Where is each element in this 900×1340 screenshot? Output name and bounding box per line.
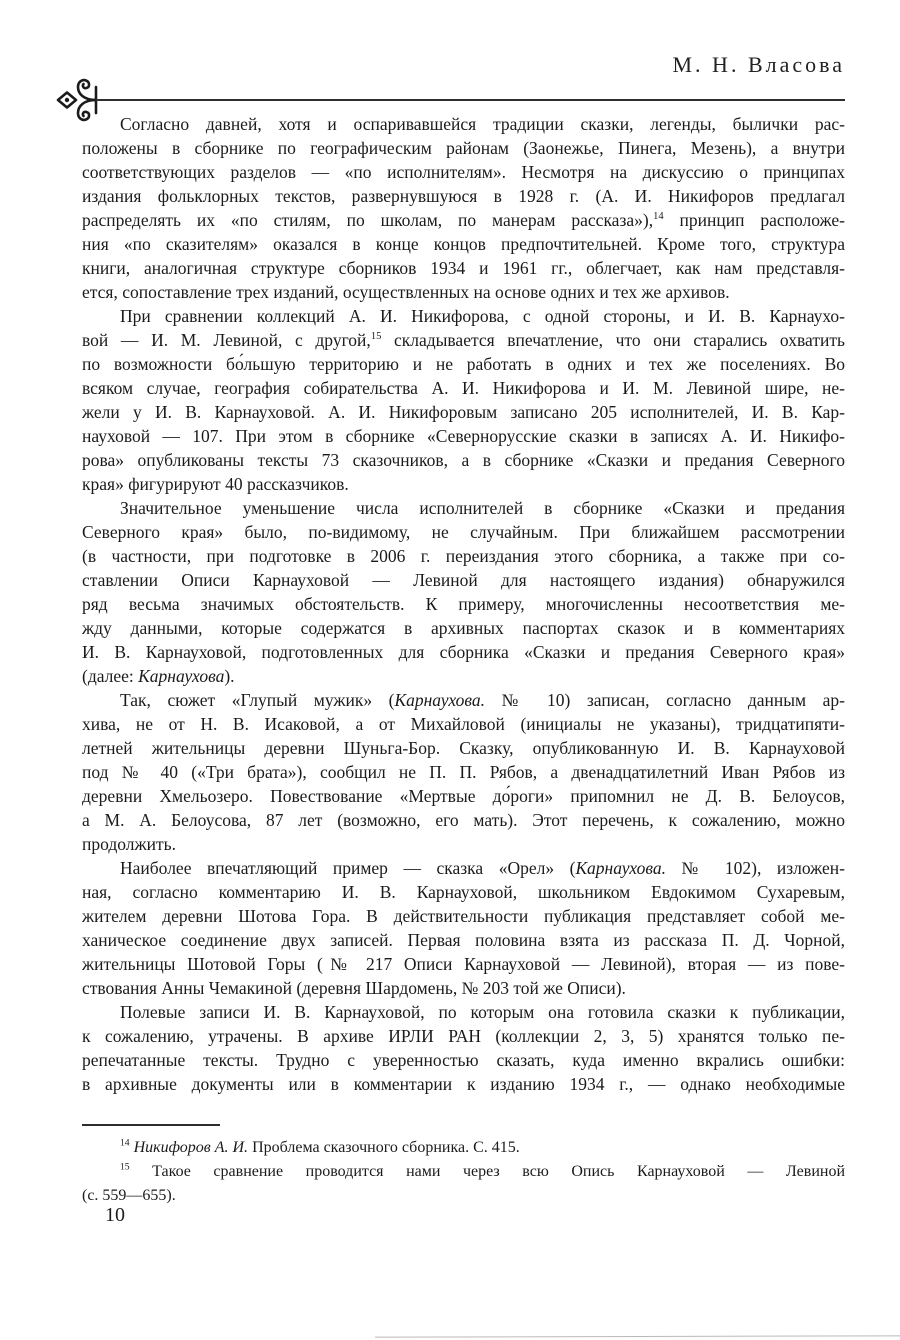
paragraph: [82, 856, 845, 1000]
paragraph: [82, 112, 845, 304]
text-line: по возможности бо́льшую территорию и не работать в одних и тех же поселениях. Во: [82, 354, 845, 374]
footnotes: [82, 1136, 845, 1208]
text-line: ная, согласно комментарию И. В. Карнауховой, школьником Евдокимом Сухаревым,: [82, 882, 845, 902]
footnote-marker: 14: [653, 211, 664, 223]
running-head-author: М. Н. Власова: [672, 52, 845, 77]
text-line: (далее: Карнаухова).: [82, 666, 235, 686]
text-line: науховой — 107. При этом в сборнике «Севернорусские сказки в записях А. И. Никифо-: [82, 426, 845, 446]
text-line: жительницы Шотовой Горы (№ 217 Описи Карнауховой — Левиной), вторая — из пове-: [82, 954, 845, 974]
text-line: Полевые записи И. В. Карнауховой, по которым она готовила сказки к публикации,: [120, 1002, 845, 1022]
text-line: края» фигурируют 40 рассказчиков.: [82, 474, 349, 494]
text-line: репечатанные тексты. Трудно с уверенностью сказать, куда именно вкрались ошибки:: [82, 1050, 845, 1070]
text-line: И. В. Карнауховой, подготовленных для сборника «Сказки и предания Северного края»: [82, 642, 845, 662]
text-line: Значительное уменьшение числа исполнителей в сборнике «Сказки и предания: [120, 498, 845, 518]
paragraph: [82, 688, 845, 856]
footnote-marker: 15: [370, 331, 382, 343]
text-line: Так, сюжет «Глупый мужик» (Карнаухова. № 10) записан, согласно данным ар-: [120, 690, 845, 710]
text-line: под № 40 («Три брата»), сообщил не П. П. Рябов, а двенадцатилетний Иван Рябов из: [82, 762, 845, 782]
scan-edge-artifact: [375, 1335, 900, 1337]
text-line: деревни Хмельозеро. Повествование «Мертвые до́роги» припомнил не Д. В. Белоусов,: [82, 786, 845, 806]
text-line: летней жительницы деревни Шуньга-Бор. Сказку, опубликованную И. В. Карнауховой: [82, 738, 845, 758]
paragraph: [82, 1136, 845, 1160]
footnote-marker: 14: [120, 1137, 130, 1149]
paragraph: [82, 304, 845, 496]
text-line: Согласно давней, хотя и оспаривавшейся традиции сказки, легенды, былички рас-: [120, 114, 845, 134]
paragraph: [82, 1000, 845, 1096]
text-line: в архивные документы или в комментарии к изданию 1934 г., — однако необходимые: [82, 1074, 845, 1094]
text-line: жителем деревни Шотова Гора. В действительности публикация представляет собой ме-: [82, 906, 845, 926]
text-line: жели у И. В. Карнауховой. А. И. Никифоровым записано 205 исполнителей, И. В. Кар-: [82, 402, 845, 422]
text-line: (с. 559—655).: [82, 1187, 176, 1204]
text-line: рова» опубликованы тексты 73 сказочников, а в сборнике «Сказки и предания Северного: [82, 450, 845, 470]
footnote-separator: [82, 1124, 220, 1126]
text-line: При сравнении коллекций А. И. Никифорова, с одной стороны, и И. В. Карнаухо-: [120, 306, 845, 326]
text-line: к сожалению, утрачены. В архиве ИРЛИ РАН (коллекции 2, 3, 5) хранятся только пе-: [82, 1026, 845, 1046]
text-line: издания фольклорных текстов, развернувшуюся в 1928 г. (А. И. Никифоров предлагал: [82, 186, 845, 206]
text-line: соответствующих разделов — «по исполнителям». Несмотря на дискуссию о принципах: [82, 162, 845, 182]
text-line: ставлении Описи Карнауховой — Левиной для настоящего издания) обнаружился: [82, 570, 845, 590]
text-line: ствования Анны Чемакиной (деревня Шардомень, № 203 той же Описи).: [82, 978, 626, 998]
text-line: (в частности, при подготовке в 2006 г. переиздания этого сборника, а также при со-: [82, 546, 845, 566]
text-line: книги, аналогичная структуре сборников 1934 и 1961 гг., облегчает, как нам представля-: [82, 258, 845, 278]
text-line: а М. А. Белоусова, 87 лет (возможно, его мать). Этот перечень, к сожалению, можно: [82, 810, 845, 830]
text-line: Наиболее впечатляющий пример — сказка «Орел» (Карнаухова. № 102), изложен-: [120, 858, 845, 878]
header-rule: [96, 99, 845, 101]
text-line: ряд весьма значимых обстоятельств. К примеру, многочисленны несоответствия ме-: [82, 594, 845, 614]
text-line: продолжить.: [82, 834, 176, 854]
text-line: Северного края» было, по-видимому, не случайным. При ближайшем рассмотрении: [82, 522, 845, 542]
footnote-marker: 15: [120, 1161, 130, 1173]
paragraph: [82, 1160, 845, 1208]
page-number: 10: [105, 1204, 125, 1226]
text-line: ханическое соединение двух записей. Первая половина взята из рассказа П. Д. Чорной,: [82, 930, 845, 950]
text-line: жду данными, которые содержатся в архивных паспортах сказок и в комментариях: [82, 618, 845, 638]
text-line: распределять их «по стилям, по школам, по манерам рассказа»),$^{14}$ принцип расположе-: [82, 210, 845, 230]
paragraph: [82, 496, 845, 688]
text-line: $^{15}$ Такое сравнение проводится нами через всю Опись Карнауховой — Левиной: [120, 1161, 845, 1180]
text-line: ния «по сказителям» оказался в конце концов предпочтительней. Кроме того, структура: [82, 234, 845, 254]
text-line: ется, сопоставление трех изданий, осуществленных на основе одних и тех же архивов.: [82, 282, 730, 302]
body-text: [82, 112, 845, 1096]
text-line: хива, не от Н. В. Исаковой, а от Михайловой (инициалы не указаны), тридцатипяти-: [82, 714, 845, 734]
text-line: положены в сборнике по географическим районам (Заонежье, Пинега, Мезень), а внутри: [82, 138, 845, 158]
text-line: всяком случае, география собирательства А. И. Никифорова и И. М. Левиной шире, не-: [82, 378, 845, 398]
text-line: вой — И. М. Левиной, с другой,$^{15}$ складывается впечатление, что они старались охватить: [82, 330, 845, 350]
text-line: $^{14}$ Никифоров А. И. Проблема сказочного сборника. С. 415.: [120, 1137, 520, 1156]
